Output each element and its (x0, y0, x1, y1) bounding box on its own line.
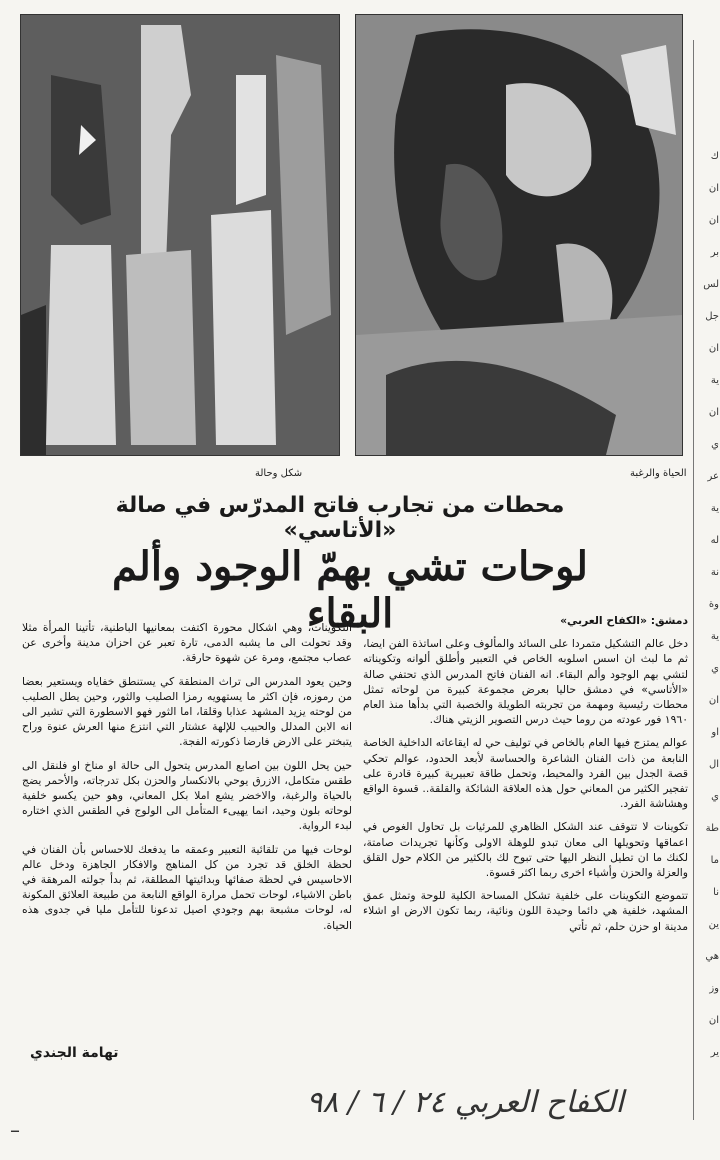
edge-text-fragment: ي (711, 439, 719, 450)
edge-text-fragment: وة (708, 599, 719, 610)
edge-text-fragment: لس (703, 279, 719, 290)
edge-text-fragment: طة (705, 823, 719, 834)
paragraph: دخل عالم التشكيل متمردا على السائد والمألوف وعلى اساتذة الفن ايضا، ثم ما لبث ان اسس اسلوبه الخاص في التعبير وأطلق ألوانه وتكويناته لتشي بهم الوجود وألم البقاء. انه الفنان فاتح المدرس الذي تحتفي صالة «الأتاسي» في دمشق حاليا بعرض مجموعة كبيرة من لوحاته تمثل محطات رئيسية ومهمة من تجربته الطويلة والخصبة التي بدأها منذ العام ١٩٦٠ فور عودته من روما حيث درس التصوير الزيتي هناك. (363, 637, 688, 727)
edge-text-fragment: او (711, 727, 719, 738)
paragraph: عوالم يمتزج فيها العام بالخاص في توليف حي له ايقاعاته الداخلية الخاصة النابعة من ذات الفنان الشاعرة والحساسة لأبعد الحدود، عوالم تحكي قصة الجدل بين الفرد والمحيط، وتحمل طاقة تعبيرية كبيرة قادرة على تفجير الكثير من المعاني حول هذه العلاقة الشائكة والقلقة.. قسوة الواقع وهشاشة الفرد. (363, 736, 688, 811)
article-column-left (22, 620, 352, 941)
article-author: تهامة الجندي (30, 1045, 119, 1061)
edge-text-fragment: ان (708, 215, 719, 226)
edge-text-fragment: له (710, 535, 719, 546)
edge-text-fragment: ية (710, 631, 719, 642)
abstract-dark-forms-painting (356, 15, 682, 455)
edge-text-fragment: ين (708, 919, 719, 930)
photo-caption-left: شكل وحالة (255, 468, 303, 479)
handwritten-source-note: الكفاح العربي ٢٤ / ٦ / ٩٨ (306, 1085, 624, 1120)
edge-text-fragment: ال (708, 759, 719, 770)
paragraph: حين يحل اللون بين اصابع المدرس يتحول الى حالة او مناخ او فلنقل الى طقس متكامل، الازرق يوحي بالانكسار والحزن بكل تدرجاته، والأحمر يضج بالحياة والرغبة، والاخضر يشع املا بكل المعاني، وهو حين يكسو خلفية لوحاته بلون وحيد، انما يهيىء المتأمل الى الولوج في الطقس الذي اختاره لبدء الرواية. (22, 758, 352, 833)
paragraph: التكوينات، وهي اشكال محورة اكتفت بمعانيها الباطنية، تأتينا المرأة مثلا وقد تحولت الى ما يشبه الدمى، تارة تعبر عن احزان مدينة وأخرى عن عصاب مجتمع، ومرة عن شهوة حارقة. (22, 621, 352, 665)
edge-text-fragment: ان (708, 183, 719, 194)
paragraph: وحين يعود المدرس الى تراث المنطقة كي يستنطق خفاياه ويستعير بعضا من رموزه، فإن اكثر ما يستهويه رمزا الصليب والثور، وحين يطل الصليب من لوحته يزيد المشهد عذابا وقلقا، اما الثور فهو الاسطورة التي تشير الى انه الابن المدلل والحبيب للإلهة عشتار التي انتزع منها العرش عنوة وراح يتبختر على الارض فارضا ذكورته الفجة. (22, 674, 352, 749)
pen-mark: – (10, 1118, 20, 1142)
edge-text-fragment: ان (708, 343, 719, 354)
paragraph: تكوينات لا تتوقف عند الشكل الظاهري للمرئيات بل تحاول الغوص في اعماقها وتحويلها الى معان تبدو للوهلة الاولى وكأنها تجريدات صامتة، لكنك ما ان تطيل النظر اليها حتى تبوح لك بالكثير من الكلام حول القلق والعزلة والحزن وأشياء اخرى ربما اكثر قسوة. (363, 820, 688, 880)
edge-text-fragment: ي (711, 663, 719, 674)
paragraph: تتموضع التكوينات على خلفية تشكل المساحة الكلية للوحة وتمثل عمق المشهد، خلفية هي دائما وحيدة اللون ونائية، ربما تكون الارض او اشلاء مدينة او حزن حلم، ثم تأتي (363, 889, 688, 933)
photo-life-and-desire (355, 14, 683, 456)
article-headline: لوحات تشي بهمّ الوجود وألم البقاء (112, 543, 588, 637)
edge-text-fragment: ان (708, 695, 719, 706)
edge-text-fragment: نة (710, 567, 719, 578)
article-column-right (363, 613, 688, 942)
edge-text-fragment: ية (710, 503, 719, 514)
edge-text-fragment: جل (705, 311, 719, 322)
edge-text-fragment: ما (710, 855, 719, 866)
edge-text-fragment: ية (710, 375, 719, 386)
abstract-figures-painting (21, 15, 339, 455)
photo-caption-right: الحياة والرغبة (630, 468, 687, 479)
edge-text-fragment: ك (710, 151, 719, 162)
article-dateline: دمشق: «الكفاح العربي» (560, 614, 688, 627)
edge-text-fragment: عر (707, 471, 719, 482)
edge-text-fragment: ي (711, 791, 719, 802)
edge-text-fragment: نا (713, 887, 719, 898)
paragraph: لوحات فيها من تلقائية التعبير وعمقه ما يدفعك للاحساس بأن الفنان في لحظة الخلق قد تجرد من كل المناهج والافكار الجاهزة ودخل عالم الاحاسيس في لحظة صفائها وبدائيتها المطلقة، ثم بدأ جولته المرهقة في باطن الاشياء، لوحات تحمل مرارة الواقع النابعة من طبيعة العلائق المكونة له، لوحات مشبعة بهم وجودي اصيل تدعونا للتأمل مليا في جدوى هذه الحياة. (22, 842, 352, 932)
edge-text-fragment: بر (710, 247, 719, 258)
adjacent-column-fragment (693, 40, 720, 1120)
edge-text-fragment: ير (710, 1047, 719, 1058)
edge-text-fragment: وز (709, 983, 719, 994)
photo-shape-and-state (20, 14, 340, 456)
article-subheadline: محطات من تجارب فاتح المدرّس في صالة «الأتاسي» (115, 493, 565, 543)
edge-text-fragment: ان (708, 1015, 719, 1026)
edge-text-fragment: ان (708, 407, 719, 418)
edge-text-fragment: هي (705, 951, 719, 962)
